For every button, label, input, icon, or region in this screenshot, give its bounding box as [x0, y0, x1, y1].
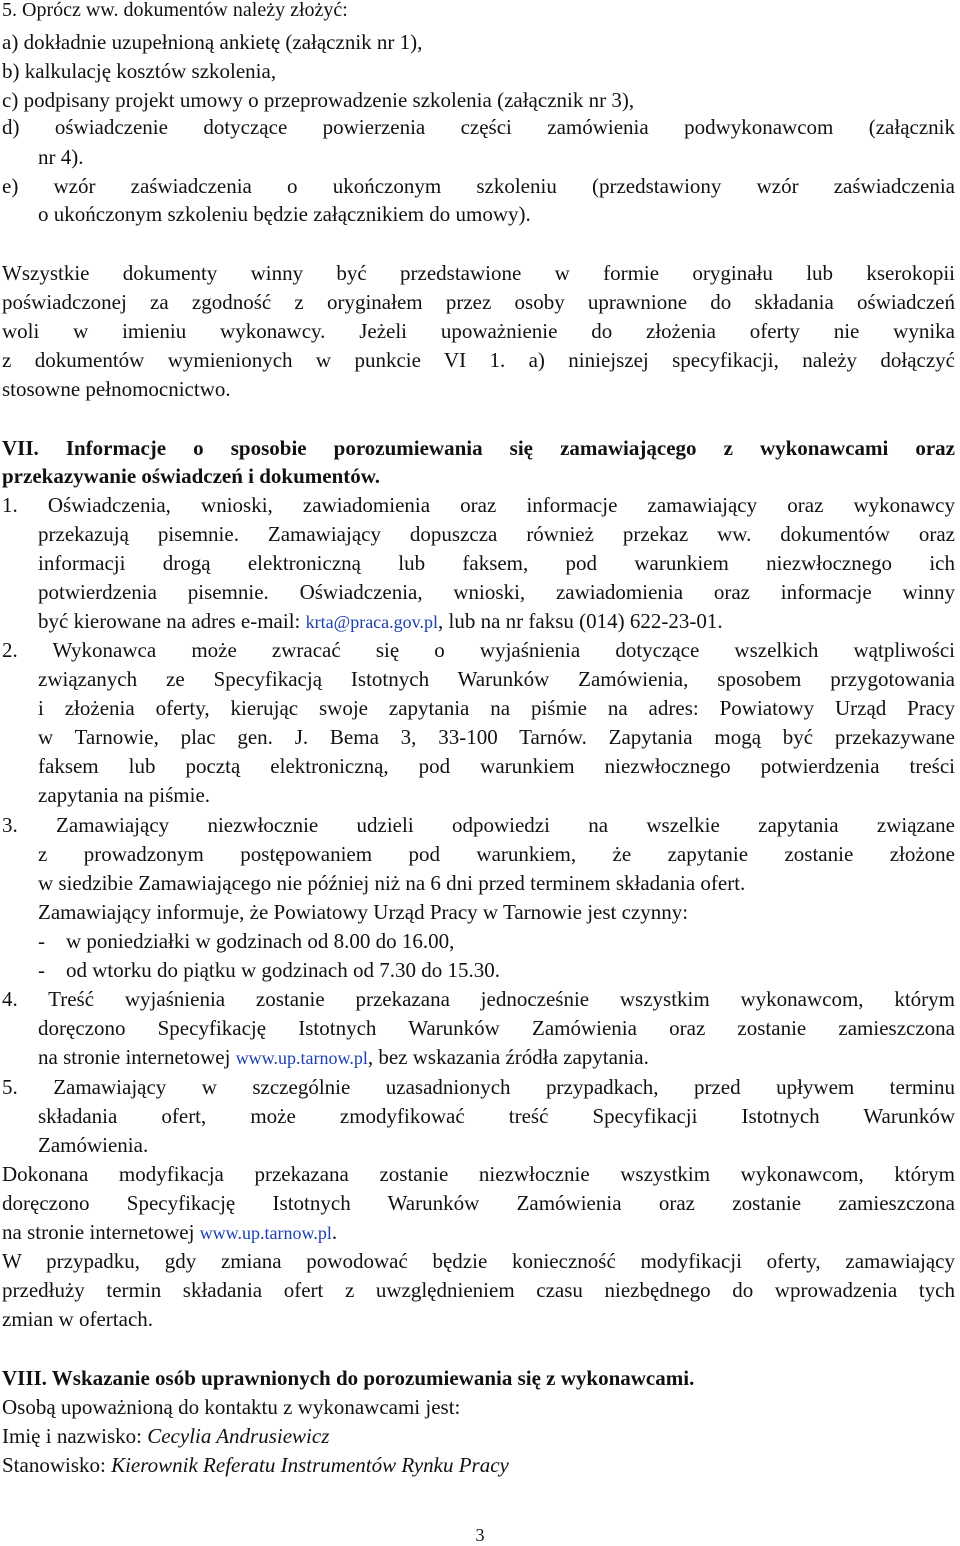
- section-5-item-a: a) dokładnie uzupełnioną ankietę (załącznik nr 1),: [2, 30, 423, 54]
- section-7-p3-line: Zamawiający informuje, że Powiatowy Urząd Pracy w Tarnowie jest czynny:: [38, 900, 689, 924]
- modification-line: doręczono Specyfikację Istotnych Warunków Zamówienia oraz zostanie zamieszczona: [2, 1191, 955, 1215]
- contact-intro: Osobą upoważnioną do kontaktu z wykonawcami jest:: [2, 1395, 461, 1419]
- section-7-p4-line: 4. Treść wyjaśnienia zostanie przekazana jednocześnie wszystkim wykonawcom, którym: [2, 987, 955, 1011]
- section-7-p2-line: zapytania na piśmie.: [38, 783, 211, 807]
- contact-position-label: Stanowisko:: [2, 1453, 112, 1477]
- section-5-item-d-cont: nr 4).: [38, 145, 84, 169]
- docs-paragraph-line: woli w imieniu wykonawcy. Jeżeli upoważnienie do złożenia oferty nie wynika: [2, 319, 955, 343]
- website-suffix: , bez wskazania źródła zapytania.: [367, 1045, 649, 1069]
- page-number: 3: [475, 1525, 485, 1545]
- docs-paragraph-line: stosowne pełnomocnictwo.: [2, 377, 231, 401]
- hours-item: - od wtorku do piątku w godzinach od 7.30 do 15.30.: [38, 958, 500, 982]
- contact-position-row: [2, 1455, 509, 1476]
- section-7-p2-line: związanych ze Specyfikacją Istotnych Warunków Zamówienia, sposobem przygotowania: [38, 667, 955, 691]
- section-7-p1-line: informacji drogą elektroniczną lub faksem, pod warunkiem niezwłocznego ich: [38, 551, 955, 575]
- section-7-title: VII. Informacje o sposobie porozumiewania się zamawiającego z wykonawcami oraz: [2, 436, 955, 460]
- section-7-p3-line: w siedzibie Zamawiającego nie później niż na 6 dni przed terminem składania ofert.: [38, 871, 746, 895]
- section-7-p4-last: [38, 1047, 649, 1068]
- section-7-p1-line: przekazują pisemnie. Zamawiający dopuszcza również przekaz ww. dokumentów oraz: [38, 522, 955, 546]
- section-7-title-cont: przekazywanie oświadczeń i dokumentów.: [2, 464, 380, 488]
- section-7-p1-last: [38, 611, 723, 632]
- section-7-p5-line: 5. Zamawiający w szczególnie uzasadnionych przypadkach, przed upływem terminu: [2, 1075, 955, 1099]
- docs-paragraph-line: Wszystkie dokumenty winny być przedstawione w formie oryginału lub kserokopii: [2, 261, 955, 285]
- section-5-item-c: c) podpisany projekt umowy o przeprowadzenie szkolenia (załącznik nr 3),: [2, 88, 635, 112]
- website-link[interactable]: www.up.tarnow.pl: [199, 1223, 332, 1243]
- contact-position-value: Kierownik Referatu Instrumentów Rynku Pracy: [111, 1453, 509, 1477]
- section-5-title: 5. Oprócz ww. dokumentów należy złożyć:: [2, 0, 348, 21]
- section-7-p2-line: i złożenia oferty, kierując swoje zapytania na piśmie na adres: Powiatowy Urząd Pracy: [38, 696, 955, 720]
- hours-item: - w poniedziałki w godzinach od 8.00 do 16.00,: [38, 929, 455, 953]
- contact-name-row: [2, 1426, 329, 1447]
- contact-name-value: Cecylia Andrusiewicz: [147, 1424, 330, 1448]
- section-7-p1-line: potwierdzenia pisemnie. Oświadczenia, wnioski, zawiadomienia oraz informacje winny: [38, 580, 955, 604]
- section-5-item-d: d) oświadczenie dotyczące powierzenia części zamówienia podwykonawcom (załącznik: [2, 115, 955, 139]
- website-prefix: na stronie internetowej: [38, 1045, 236, 1069]
- section-5-item-e: e) wzór zaświadczenia o ukończonym szkoleniu (przedstawiony wzór zaświadczenia: [2, 174, 955, 198]
- website-suffix: .: [331, 1220, 338, 1244]
- website-prefix: na stronie internetowej: [2, 1220, 200, 1244]
- section-7-p5-line: składania ofert, może zmodyfikować treść Specyfikacji Istotnych Warunków: [38, 1104, 955, 1128]
- modification-last: [2, 1222, 337, 1243]
- section-7-p3-line: 3. Zamawiający niezwłocznie udzieli odpowiedzi na wszelkie zapytania związane: [2, 813, 955, 837]
- section-5-item-b: b) kalkulację kosztów szkolenia,: [2, 59, 277, 83]
- change-line: zmian w ofertach.: [2, 1307, 154, 1331]
- docs-paragraph-line: poświadczonej za zgodność z oryginałem przez osoby uprawnione do składania oświadczeń: [2, 290, 955, 314]
- modification-line: Dokonana modyfikacja przekazana zostanie niezwłocznie wszystkim wykonawcom, którym: [2, 1162, 955, 1186]
- section-7-p5-line: Zamówienia.: [38, 1133, 149, 1157]
- section-8-title: VIII. Wskazanie osób uprawnionych do porozumiewania się z wykonawcami.: [2, 1366, 695, 1390]
- email-link[interactable]: krta@praca.gov.pl: [305, 612, 438, 632]
- docs-paragraph-line: z dokumentów wymienionych w punkcie VI 1. a) niniejszej specyfikacji, należy dołączyć: [2, 348, 955, 372]
- section-7-p2-line: faksem lub pocztą elektroniczną, pod warunkiem niezwłocznego potwierdzenia treści: [38, 754, 955, 778]
- section-7-p1-line: 1. Oświadczenia, wnioski, zawiadomienia oraz informacje zamawiający oraz wykonawcy: [2, 493, 955, 517]
- fax-text: , lub na nr faksu (014) 622-23-01.: [438, 609, 723, 633]
- section-7-p3-line: z prowadzonym postępowaniem pod warunkiem, że zapytanie zostanie złożone: [38, 842, 955, 866]
- section-7-p2-line: 2. Wykonawca może zwracać się o wyjaśnienia dotyczące wszelkich wątpliwości: [2, 638, 955, 662]
- section-5-item-e-cont: o ukończonym szkoleniu będzie załącznikiem do umowy).: [38, 202, 531, 226]
- contact-name-label: Imię i nazwisko:: [2, 1424, 148, 1448]
- section-7-p4-line: doręczono Specyfikację Istotnych Warunków Zamówienia oraz zostanie zamieszczona: [38, 1016, 955, 1040]
- change-line: W przypadku, gdy zmiana powodować będzie konieczność modyfikacji oferty, zamawiający: [2, 1249, 955, 1273]
- email-prefix: być kierowane na adres e-mail:: [38, 609, 306, 633]
- section-7-p2-line: w Tarnowie, plac gen. J. Bema 3, 33-100 Tarnów. Zapytania mogą być przekazywane: [38, 725, 955, 749]
- website-link[interactable]: www.up.tarnow.pl: [235, 1048, 368, 1068]
- change-line: przedłuży termin składania ofert z uwzględnieniem czasu niezbędnego do wprowadzenia tych: [2, 1278, 955, 1302]
